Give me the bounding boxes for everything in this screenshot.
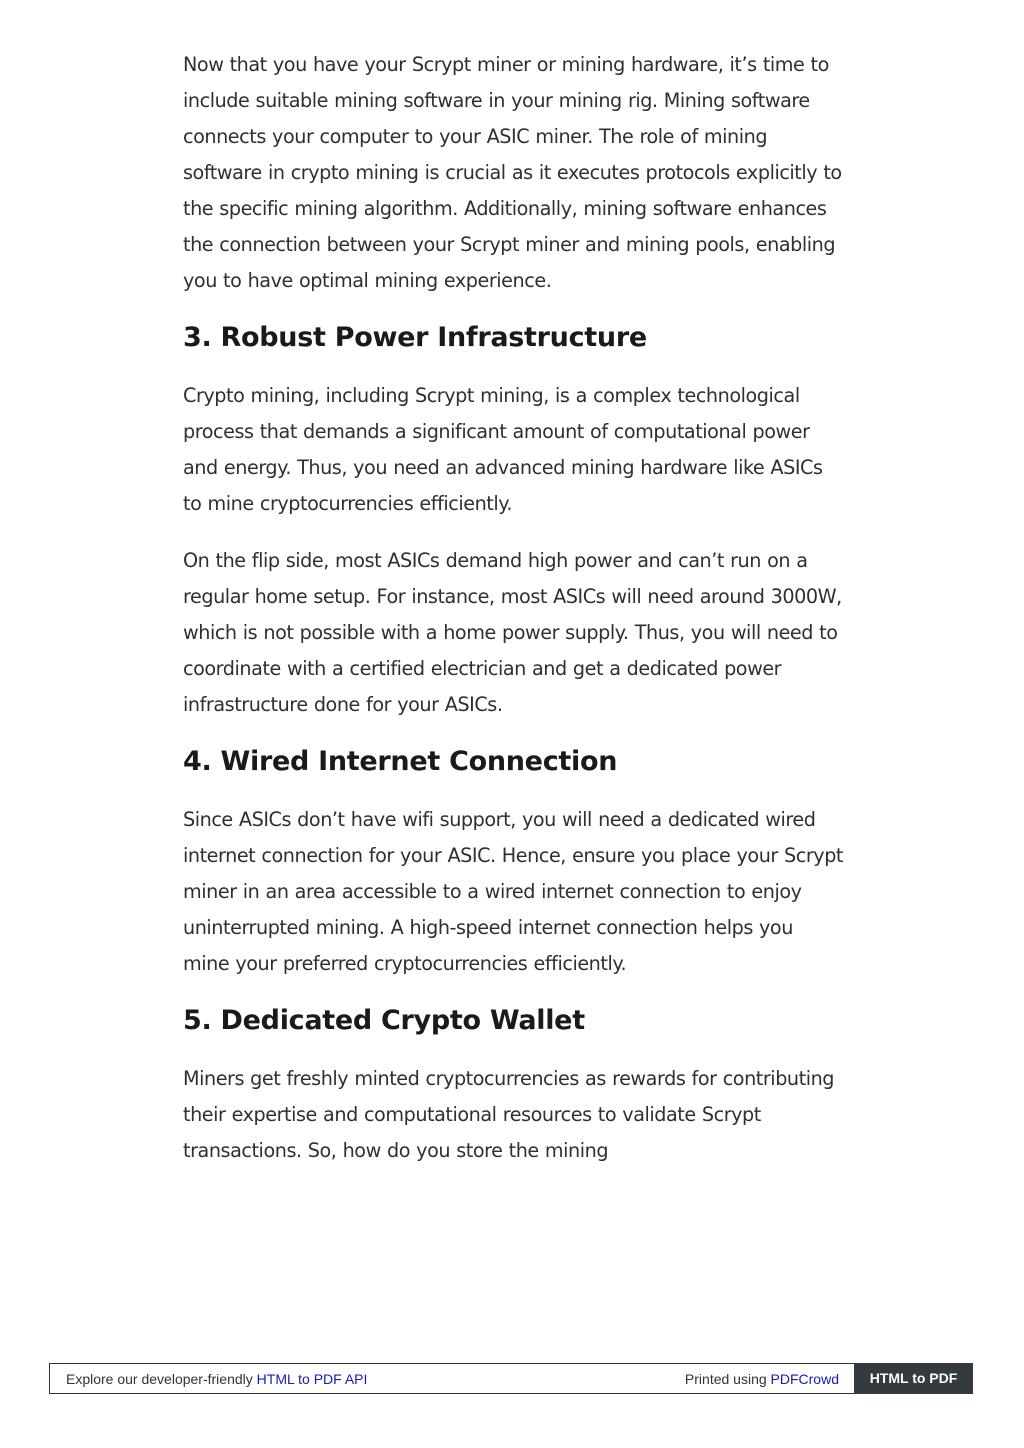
section-wallet-paragraph-1: Miners get freshly minted cryptocurrencies as rewards for contributing their expertise and computational resources to validate Scrypt transactions. So, how do you store the mining [183, 1067, 835, 1162]
section-internet-paragraph-1: Since ASICs don’t have wifi support, you will need a dedicated wired internet connection for your ASIC. Hence, ensure you place your Scrypt miner in an area accessible to a wired internet connection to enjoy uninterrupted mining. A high-speed internet connection helps you mine your preferred cryptocurrencies efficiently. [183, 808, 843, 975]
pdf-footer-banner [49, 1363, 973, 1394]
footer-explore [66, 1371, 367, 1387]
html-to-pdf-api-link[interactable]: HTML to PDF API [256, 1371, 368, 1387]
html-to-pdf-badge[interactable]: HTML to PDF [854, 1363, 973, 1394]
footer-printed-text: Printed using [684, 1371, 771, 1387]
footer-printed [685, 1371, 839, 1387]
section-power-paragraph-1: Crypto mining, including Scrypt mining, is a complex technological process that demands a significant amount of computational power and energy. Thus, you need an advanced mining hardware like ASICs to mine cryptocurrencies efficiently. [183, 384, 823, 515]
section-heading-internet: 4. Wired Internet Connection [183, 746, 618, 777]
section-power-paragraph-2: On the flip side, most ASICs demand high power and can’t run on a regular home setup. For instance, most ASICs will need around 3000W, which is not possible with a home power supply. Thus, you will need to coordinate with a certified electrician and get a dedicated power infrastructure done for your ASICs. [183, 549, 842, 716]
section-heading-power: 3. Robust Power Infrastructure [183, 322, 647, 353]
intro-paragraph: Now that you have your Scrypt miner or mining hardware, it’s time to include suitable mining software in your mining rig. Mining software connects your computer to your ASIC miner. The role of mining software in crypto mining is crucial as it executes protocols explicitly to the specific mining algorithm. Additionally, mining software enhances the connection between your Scrypt miner and mining pools, enabling you to have optimal mining experience. [183, 53, 842, 292]
pdfcrowd-link[interactable]: PDFCrowd [770, 1371, 839, 1387]
section-heading-wallet: 5. Dedicated Crypto Wallet [183, 1005, 585, 1036]
article-content [183, 47, 843, 1190]
footer-explore-text: Explore our developer-friendly [66, 1371, 257, 1387]
